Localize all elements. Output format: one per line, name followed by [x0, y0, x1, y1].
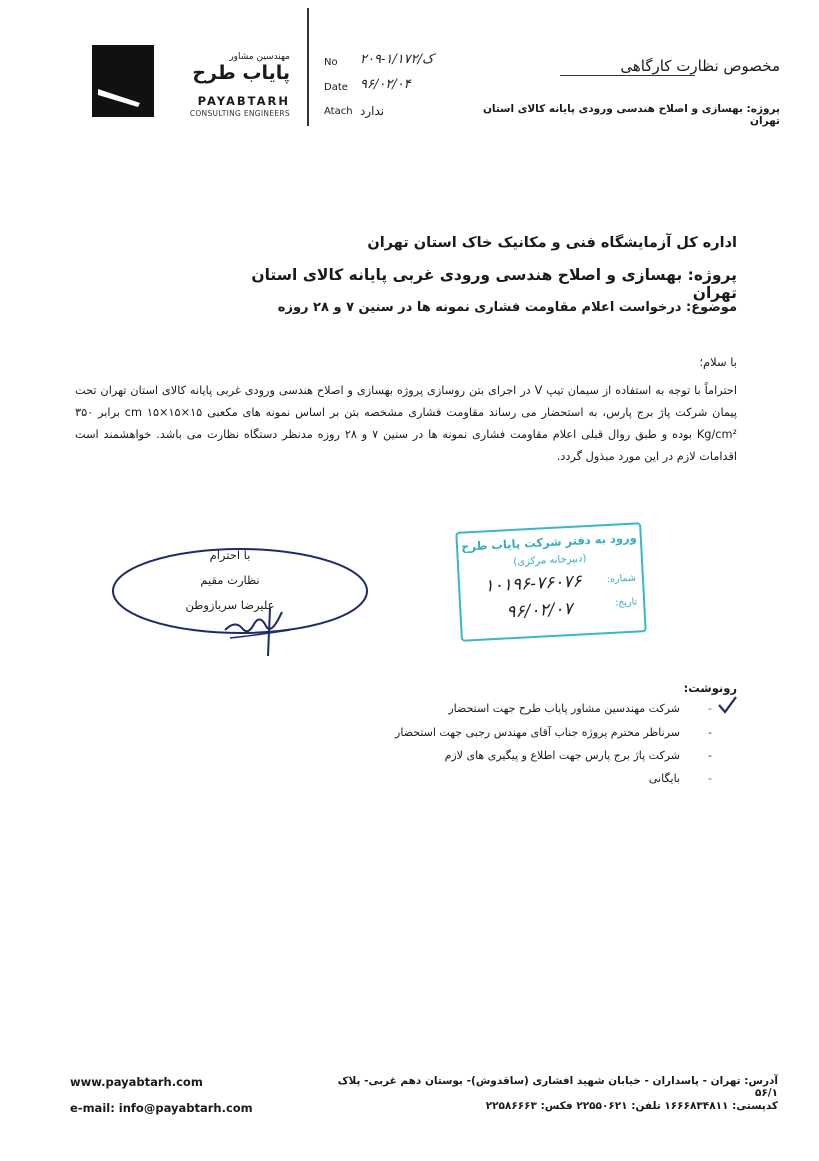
company-logo-mark [92, 45, 154, 117]
letter-number-value: ۲۰۹-۱/ک/۱۷۲ [360, 52, 434, 67]
cc-title: رونوشت: [683, 681, 737, 695]
company-en-subtitle: CONSULTING ENGINEERS [189, 109, 290, 118]
cc-bullet: - [708, 726, 712, 739]
signature-respect: با احترام [209, 548, 251, 562]
letter-recipient: اداره کل آزمایشگاه فنی و مکانیک خاک استان تهران [367, 235, 737, 251]
signature-role: نظارت مقیم [200, 573, 260, 587]
stamp-date-value: ۹۶/۰۲/۰۷ [505, 598, 574, 623]
company-en-name: PAYABTARH [197, 94, 290, 108]
letter-number-label: No [324, 57, 338, 68]
attachment-label: Atach [324, 106, 353, 117]
cc-item: شرکت پاژ برج پارس جهت اطلاع و پیگیری های لازم [444, 749, 680, 762]
confidential-heading: مخصوص نظارت کارگاهی [620, 57, 780, 75]
footer-address: آدرس: تهران - پاسداران - خیابان شهید افشاری (ساقدوش)- بوستان دهم غربی- پلاک ۵۶/۱ [337, 1075, 778, 1099]
confidential-underline [560, 75, 695, 76]
letter-date-label: Date [324, 82, 348, 93]
cc-item: شرکت مهندسین مشاور پایاب طرح جهت استحضار [448, 702, 680, 715]
stamp-number-value: ۱۰۱۹۶-۷۶۰۷۶ [484, 571, 583, 597]
letter-date-value: ۹۶/۰۲/۰۴ [360, 77, 411, 92]
company-fa-name: پایاب طرح [192, 62, 290, 84]
footer-email[interactable]: e-mail: info@payabtarh.com [70, 1101, 253, 1115]
stamp-title: ورود به دفتر شرکت پایاب طرح [460, 530, 638, 554]
footer-contact: کدپستی: ۱۶۶۶۸۳۴۸۱۱ تلفن: ۲۲۵۵۰۶۲۱ فکس: ۲۲۵۸۶۶۶۳ [485, 1100, 778, 1112]
company-fa-subtitle: مهندسین مشاور [229, 52, 290, 62]
logo-emblem-icon [92, 45, 154, 117]
letter-salutation: با سلام؛ [699, 355, 737, 369]
cc-bullet: - [708, 749, 712, 762]
cc-bullet: - [708, 772, 712, 785]
cc-bullet: - [708, 702, 712, 715]
letter-body: احتراماً با توجه به استفاده از سیمان تیپ V در اجرای بتن روسازی پروژه بهسازی و اصلاح هندسی ورودی غربی پایانه کالای استان تهران تحت پیمان شرکت پاژ برج پارس، به استحضار می رساند مقاومت فشاری مشخصه بتن بر اساس نمونه های مکعبی ۱۵×۱۵×۱۵ cm برابر ۳۵۰ Kg/cm² بوده و طبق روال قبلی اعلام مقاومت فشاری نمونه ها در سنین ۷ و ۲۸ روزه مدنظر دستگاه نظارت می باشد. خواهشمند است اقدامات لازم در این مورد مبذول گردد. [75, 384, 738, 463]
footer-website[interactable]: www.payabtarh.com [70, 1075, 203, 1089]
letter-subject: موضوع: درخواست اعلام مقاومت فشاری نمونه ها در سنین ۷ و ۲۸ روزه [277, 300, 737, 315]
header-project-title: پروژه: بهسازی و اصلاح هندسی ورودی پایانه کالای استان تهران [482, 103, 780, 127]
attachment-value: ندارد [360, 104, 385, 118]
signature-name: علیرضا سربازوطن [185, 598, 275, 612]
handwritten-signature-icon [220, 590, 300, 660]
stamp-number-label: شماره: [606, 572, 637, 586]
stamp-date-label: تاریخ: [614, 596, 638, 609]
letter-project: پروژه: بهسازی و اصلاح هندسی ورودی غربی پایانه کالای استان تهران [251, 266, 737, 302]
registration-stamp [455, 522, 647, 642]
cc-item: بایگانی [648, 772, 680, 785]
cc-item: سرناظر محترم پروژه جناب آقای مهندس رجبی جهت استحضار [395, 726, 680, 739]
header-divider [307, 8, 309, 126]
stamp-subtitle: (دبیرخانه مرکزی) [513, 553, 587, 568]
